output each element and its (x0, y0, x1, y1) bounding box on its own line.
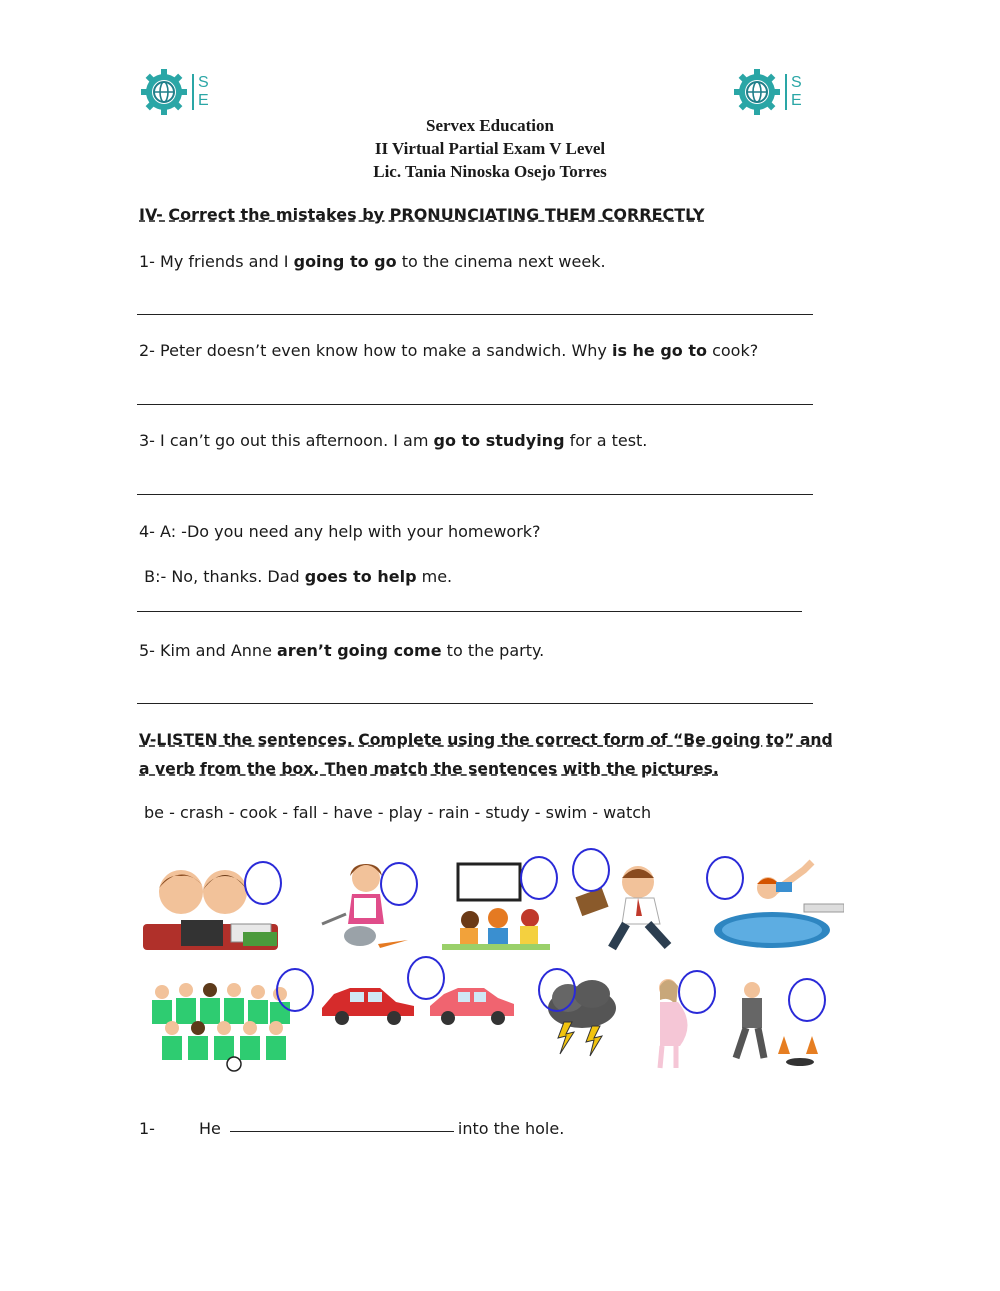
sentence-5 (139, 641, 544, 660)
exam-header (0, 114, 980, 183)
sentence-4b (139, 567, 452, 586)
gear-globe-icon (140, 68, 188, 116)
match-circle[interactable] (678, 970, 716, 1014)
logo-letter-e: E (198, 92, 209, 109)
word-box: be - crash - cook - fall - have - play - rain - study - swim - watch (144, 803, 652, 822)
match-circle[interactable] (407, 956, 445, 1000)
match-circle[interactable] (380, 862, 418, 906)
section-4-title: IV- Correct the mistakes by PRONUNCIATING THEM CORRECTLY (139, 205, 705, 224)
answer-line-5 (137, 703, 813, 704)
match-circle[interactable] (538, 968, 576, 1012)
sentence-text: for a test. (564, 431, 648, 450)
sentence-2 (139, 341, 758, 360)
sentence-mistake: aren’t going come (277, 641, 442, 660)
exercise-number: 1- (139, 1119, 155, 1138)
gear-globe-icon (733, 68, 781, 116)
section-5-title-line1: V-LISTEN the sentences. Complete using the correct form of “Be going to” and (139, 731, 833, 749)
match-circle[interactable] (276, 968, 314, 1012)
sentence-text: 5- Kim and Anne (139, 641, 277, 660)
exercise-ending: into the hole. (457, 1119, 565, 1138)
sentence-mistake: is he go to (611, 341, 707, 360)
answer-line-1 (137, 314, 813, 315)
exercise-1 (139, 1119, 564, 1138)
logo-letter-s: S (198, 74, 209, 91)
teacher-name: Lic. Tania Ninoska Osejo Torres (373, 162, 607, 181)
match-circle[interactable] (706, 856, 744, 900)
answer-blank[interactable] (230, 1131, 454, 1132)
logo-letter-s: S (791, 74, 802, 91)
section-5-title-line2: a verb from the box. Then match the sentences with the pictures. (139, 760, 719, 778)
sentence-mistake: go to studying (433, 431, 565, 450)
school-name: Servex Education (426, 116, 554, 135)
sentence-text: 1- My friends and I (139, 252, 294, 271)
logo-letter-e: E (791, 92, 802, 109)
sentence-text: to the party. (441, 641, 545, 660)
sentence-1 (139, 252, 606, 271)
answer-line-4 (137, 611, 802, 612)
football-team-picture (148, 980, 296, 1072)
sentence-text: 2- Peter doesn’t even know how to make a sandwich. Why (139, 341, 612, 360)
sentence-3 (139, 431, 647, 450)
exam-title: II Virtual Partial Exam V Level (374, 139, 606, 158)
sentence-text: cook? (707, 341, 759, 360)
sentence-text: to the cinema next week. (396, 252, 606, 271)
exercise-subject: He (198, 1119, 221, 1138)
answer-line-3 (137, 494, 813, 495)
logo-right (733, 68, 802, 116)
match-circle[interactable] (520, 856, 558, 900)
sentence-mistake: going to go (293, 252, 397, 271)
logo-left (140, 68, 209, 116)
match-circle[interactable] (572, 848, 610, 892)
match-circle[interactable] (244, 861, 282, 905)
sentence-text: 3- I can’t go out this afternoon. I am (139, 431, 434, 450)
sentence-text: B:- No, thanks. Dad (139, 567, 305, 586)
sentence-mistake: goes to help (304, 567, 417, 586)
sentence-text: 4- A: -Do you need any help with your homework? (139, 522, 541, 541)
sentence-4a (139, 522, 541, 541)
answer-line-2 (137, 404, 813, 405)
match-circle[interactable] (788, 978, 826, 1022)
sentence-text: me. (416, 567, 453, 586)
